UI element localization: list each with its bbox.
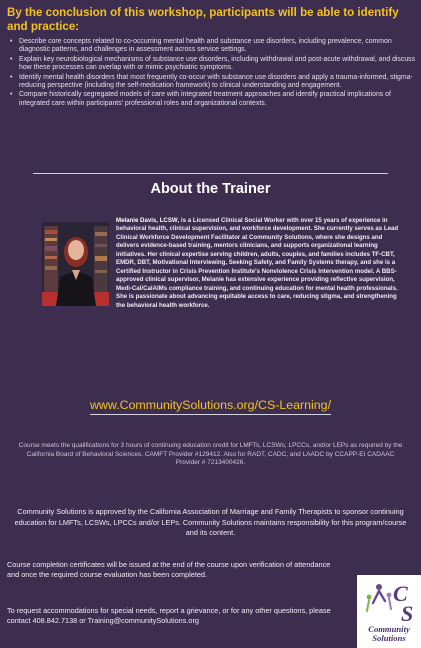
section-divider bbox=[33, 173, 388, 174]
objective-item: • Compare historically segregated models of care with integrated treatment approaches and identify practical implications of integrated care within participants' professional roles and organizational contexts. bbox=[19, 91, 421, 108]
certificate-text: Course completion certificates will be issued at the end of the course upon verification of attendance and once the required course evaluation has been completed. bbox=[7, 560, 331, 580]
objective-item: • Identify mental health disorders that most frequently co-occur with substance use disorders and apply a trauma-informed, stigma-reducing perspective (including the self-medication framework) to clinical understanding and engagement. bbox=[19, 74, 421, 91]
objectives-list bbox=[7, 38, 421, 109]
website-url[interactable]: www.CommunitySolutions.org/CS-Learning/ bbox=[90, 398, 331, 415]
about-trainer-title: About the Trainer bbox=[150, 181, 271, 197]
logo-initial-s: S bbox=[401, 601, 414, 626]
community-solutions-logo bbox=[357, 575, 421, 648]
trainer-photo bbox=[42, 222, 109, 306]
objective-item: • Describe core concepts related to co-occurring mental health and substance use disorders, including prevalence, common diagnostic patterns, and challenges in assessment across service settings. bbox=[19, 38, 421, 55]
approval-text: Community Solutions is approved by the California Association of Marriage and Family Therapists to sponsor continuing education for LMFTs, LCSWs, LPCCs and/or LEPs. Community Solutions maintains responsibility for this program/course and its content. bbox=[14, 507, 407, 537]
accommodations-text: To request accommodations for special needs, report a grievance, or for any other questions, please contact 408.842.7138 or Training@communitySolutions.org bbox=[7, 606, 331, 626]
objectives-heading: By the conclusion of this workshop, participants will be able to identify and practice: bbox=[7, 6, 399, 33]
logo-name-line2: Solutions bbox=[372, 633, 406, 643]
logo-name-line1: Community bbox=[368, 624, 410, 634]
ce-credit-text: Course meets the qualifications for 3 hours of continuing education credit for LMFTs, LCSWs, LPCCs, and/or LEPs as required by the California Board of Behavioral Sciences. CAMFT Provider #129412. Also for RADT, CADC, and LAADC by CCAPP-EI CADAAC Provider # 7213400426. bbox=[18, 442, 403, 467]
trainer-name: Melanie Davis, LCSW bbox=[116, 217, 178, 224]
objective-item: • Explain key neurobiological mechanisms of substance use disorders, including withdrawal and post-acute withdrawal, and discuss how these processes can overlap with or mimic psychiatric symptoms. bbox=[19, 56, 421, 73]
trainer-bio-text: , is a Licensed Clinical Social Worker with over 15 years of experience in behavioral health, clinical supervision, and workforce development. She currently serves as Lead Clinical Workforce Development Facilitator at Community Solutions, where she designs and delivers evidence-based training, mentors clinicians, and supports organizational learning initiatives. Her clinical expertise serving children, adults, couples, and families includes TF-CBT, EMDR, DBT, Motivational Interviewing, Seeking Safety, and Family Systems therapy, and she is a Certified Instructor in Crisis Prevention Institute's Nonviolence Crisis Intervention model. A BBS-approved clinical supervisor, Melanie has extensive experience providing reflective supervision, Medi-Cal/CalAIMs compliance training, and continuing education for mental health professionals. She is passionate about advancing equitable access to care, reducing stigma, and strengthening the behavioral health workforce. bbox=[116, 217, 399, 309]
logo-initial-c: C bbox=[393, 581, 408, 606]
website-link[interactable] bbox=[0, 398, 421, 412]
logo-name bbox=[357, 625, 421, 643]
trainer-bio bbox=[116, 217, 406, 310]
logo-mark-icon bbox=[357, 575, 421, 627]
